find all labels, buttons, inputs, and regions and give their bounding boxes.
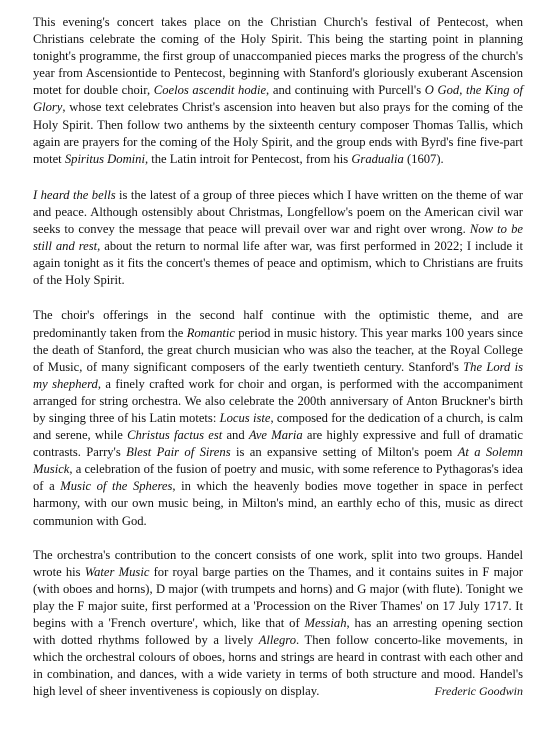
italic-title: Romantic [186,325,235,340]
italic-title: Water Music [84,564,150,579]
text-run: are highly expressive and full of dramatic contrasts. Parry's [33,428,524,460]
italic-title: I heard the bells [33,187,116,202]
programme-notes [33,14,523,700]
italic-title: O God, the King of Glory [33,83,523,115]
text-run: period in music history. This year marks 100 years since the death of Stanford, the great church musician who was also the teacher, at the Royal College of Music, of many significant composers of the early twentieth century. Stanford's [33,325,524,374]
text-run: The orchestra's contribution to the concert consists of one work, split into two groups. Handel wrote his [33,547,523,579]
text-run: , has an arresting opening section with dotted rhythms followed by a lively [33,616,523,648]
text-run: , a celebration of the fusion of poetry and music, with some reference to Pythagoras's idea of a [33,462,523,494]
text-run: and [222,428,249,443]
italic-title: Spiritus Domini [64,151,145,166]
italic-title: Allegro [258,633,297,648]
italic-title: Christus factus est [127,428,223,443]
text-run: This evening's concert takes place on the Christian Church's festival of Pentecost, when Christians celebrate the coming of the Holy Spirit. This being the starting point in planning tonight's programme, the first group of unaccompanied pieces marks the progress of the church's year from Ascensiontide to Pentecost, beginning with Stanford's gloriously exuberant Ascension motet for double choir, [33,15,523,98]
text-run: , about the return to normal life after war, was first performed in 2022; I include it again tonight as it fits the concert's themes of peace and optimism, which to Christians are fruits of the Holy Spirit. [33,239,523,288]
paragraph-orchestra-water-music [33,547,523,701]
text-run: , in which the heavenly bodies move together in space in perfect harmony, with our own music being, in Milton's mind, an earthly echo of this, music as direct communion with God. [33,479,523,528]
italic-title: Coelos ascendit hodie [153,83,267,98]
text-run: (1607). [403,151,444,166]
paragraph-pentecost [33,14,523,168]
italic-title: Now to be still and rest [33,222,524,254]
text-run: , whose text celebrates Christ's ascension into heaven but also prays for the coming of the Holy Spirit. Then follow two anthems by the sixteenth century composer Thomas Tallis, which again are prayers for the coming of the Holy Spirit, and the group ends with Byrd's fine five-part motet [33,100,523,166]
text-run: , a finely crafted work for choir and organ, is performed with the accompaniment arranged for string orchestra. We also celebrate the 200th anniversary of Anton Bruckner's birth by singing three of his Latin motets: [33,376,523,425]
text-run: , composed for the dedication of a church, is calm and serene, while [33,410,523,443]
italic-title: The Lord is my shepherd [33,359,523,391]
text-run: The choir's offerings in the second half continue with the optimistic theme, and are predominantly taken from the [33,308,523,340]
text-run: is an expansive setting of Milton's poem [230,445,458,460]
text-run: , the Latin introit for Pentecost, from his [144,151,352,166]
text-run: . Then follow concerto-like movements, in which the orchestral colours of oboes, horns and strings are heard in contrast with each other and in combination, and dances, with a wide variety in terms of both structure and mood. Handel's high level of sheer inventiveness is copiously on display. [33,633,523,699]
paragraph-choir-second-half [33,307,523,529]
italic-title: Messiah [304,616,347,630]
text-run: is the latest of a group of three pieces which I have written on the theme of war and peace. Although ostensibly about Christmas, Longfellow's poem on the American civil war seeks to convey the message that peace will prevail over war and right over wrong. [33,187,523,237]
italic-title: Music of the Spheres [60,479,173,494]
italic-title: Gradualia [351,151,404,166]
text-run: , and continuing with Purcell's [266,83,425,98]
italic-title: Blest Pair of Sirens [126,445,231,460]
text-run: for royal barge parties on the Thames, and it contains suites in F major (with oboes and horns), D major (with trumpets and horns) and G major (with flute). Tonight we play the F major suite, first performed at a 'Procession on the River Thames' on 17 July 1717. It begins with a 'French overture', which, like that of [33,564,523,630]
italic-title: Ave Maria [248,428,303,443]
author-signature: Frederic Goodwin [434,684,523,699]
paragraph-i-heard-the-bells [33,187,523,290]
italic-title: At a Solemn Musick [33,445,523,477]
italic-title: Locus iste [219,410,271,425]
